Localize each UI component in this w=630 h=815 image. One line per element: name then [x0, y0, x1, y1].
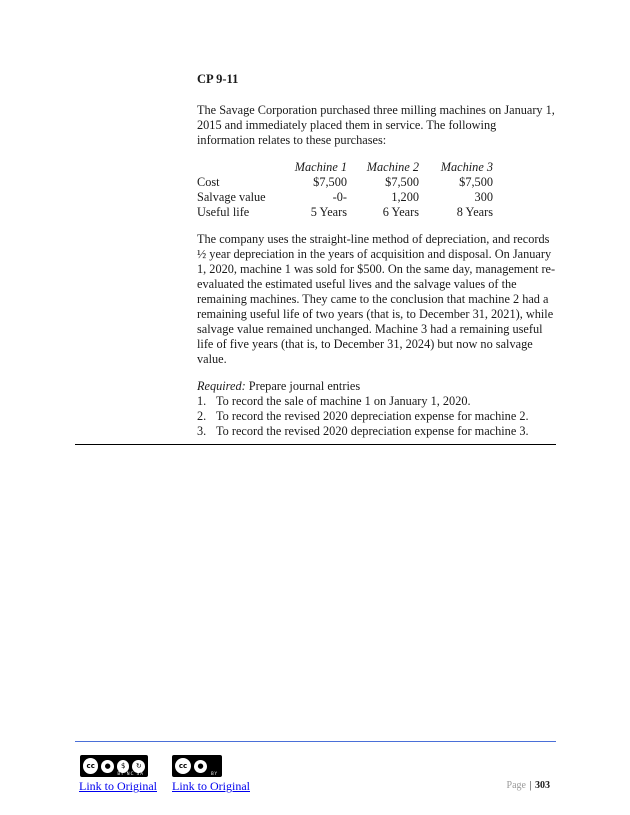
list-item [197, 424, 557, 439]
cell-machine-3: 8 Years [456, 205, 493, 219]
cc-by-nc-sa-badge [80, 755, 148, 777]
problem-title: CP 9-11 [197, 72, 239, 86]
table-header-machine-3: Machine 3 [440, 160, 493, 174]
row-label: Useful life [197, 205, 250, 219]
table-header-blank [197, 160, 285, 175]
page-separator: | [529, 780, 532, 791]
page-label: Page [506, 780, 526, 791]
page-number [507, 780, 550, 791]
table-row [197, 190, 493, 205]
required-line [197, 379, 557, 394]
list-item-number: 1. [197, 394, 207, 408]
cell-machine-2: $7,500 [385, 175, 419, 189]
list-item-text: To record the sale of machine 1 on January 1, 2020. [216, 394, 471, 408]
row-label: Cost [197, 175, 220, 189]
list-item-number: 2. [197, 409, 207, 423]
row-label: Salvage value [197, 190, 266, 204]
machine-table [197, 160, 493, 220]
cell-machine-1: 5 Years [310, 205, 347, 219]
license-terms: BY [211, 771, 218, 776]
cell-machine-3: $7,500 [459, 175, 493, 189]
section-divider [75, 444, 556, 445]
problem-content [197, 72, 557, 439]
cc-by-badge [172, 755, 222, 777]
required-text: Prepare journal entries [245, 379, 361, 393]
list-item-text: To record the revised 2020 depreciation expense for machine 3. [216, 424, 529, 438]
table-header-machine-1: Machine 1 [294, 160, 347, 174]
list-item-text: To record the revised 2020 depreciation expense for machine 2. [216, 409, 529, 423]
required-list [197, 394, 557, 439]
table-row [197, 205, 493, 220]
footer-divider [75, 741, 556, 742]
share-alike-icon: ↻ [132, 760, 145, 773]
cell-machine-1: -0- [332, 190, 347, 204]
cc-icon: cc [83, 758, 98, 774]
link-to-original-2[interactable]: Link to Original [172, 779, 250, 793]
person-icon: ● [101, 760, 114, 773]
required-label: Required: [197, 379, 246, 393]
cell-machine-2: 6 Years [382, 205, 419, 219]
page-number-value: 303 [535, 780, 550, 791]
list-item [197, 409, 557, 424]
table-header-row [197, 160, 493, 175]
body-paragraph: The company uses the straight-line method of depreciation, and records ½ year depreciation in the years of acquisition and disposal. On January 1, 2020, machine 1 was sold for $500. On the same day, management re-evaluated the estimated useful lives and the salvage values of the remaining machines. They came to the conclusion that machine 2 had a remaining useful life of two years (that is, to December 31, 2021), while salvage value remained unchanged. Machine 3 had a remaining useful life of five years (that is, to December 31, 2024) but now no salvage value. [197, 232, 556, 366]
cell-machine-1: $7,500 [313, 175, 347, 189]
noncommercial-icon: $ [117, 760, 130, 773]
cell-machine-3: 300 [474, 190, 493, 204]
table-header-machine-2: Machine 2 [366, 160, 419, 174]
cell-machine-2: 1,200 [391, 190, 419, 204]
cc-icon: cc [175, 758, 191, 774]
license-terms: BY NC SA [117, 771, 144, 776]
table-row [197, 175, 493, 190]
intro-paragraph: The Savage Corporation purchased three milling machines on January 1, 2015 and immediately placed them in service. The following information relates to these purchases: [197, 103, 555, 147]
list-item [197, 394, 557, 409]
list-item-number: 3. [197, 424, 207, 438]
link-to-original-1[interactable]: Link to Original [79, 779, 157, 793]
person-icon: ● [194, 760, 207, 773]
